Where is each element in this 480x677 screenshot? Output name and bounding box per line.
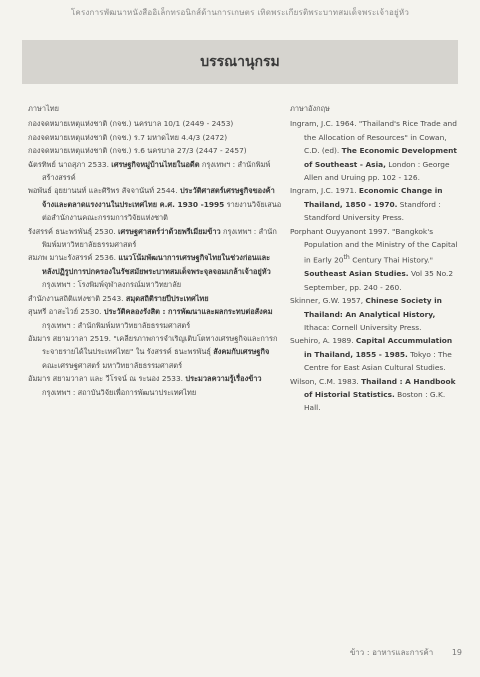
reference-text: สำนักงานสถิติแห่งชาติ 2543. (28, 293, 126, 303)
reference-text: พอพันธ์ อุยยานนท์ และศิริพร สัจจานันท์ 2544. (28, 186, 180, 196)
reference-publisher: London : George Allen and Uruing pp. 102 - 126. (304, 159, 450, 183)
reference-title: ประวัติศาสตร์เศรษฐกิจของค้าจ้างและตลาดแรงงานในประเทศไทย ค.ศ. 1930 -1995 (42, 186, 275, 209)
reference-text: Wilson, C.M. 1983. (290, 376, 362, 386)
reference-text: กองจดหมายเหตุแห่งชาติ (กจช.) ร.7 มหาดไทย 4.4/3 (2472) (28, 132, 228, 142)
reference-publisher: กรุงเทพฯ : สำนักพิมพ์มหาวิทยาลัยธรรมศาสตร์ (42, 320, 191, 330)
reference-text: กองจดหมายเหตุแห่งชาติ (กจช.) ร.6 นครบาล 27/3 (2447 - 2457) (28, 146, 247, 156)
reference-entry (290, 225, 460, 295)
english-reference-list (290, 117, 460, 414)
reference-entry (28, 117, 283, 130)
reference-title: เศรษฐกิจหมู่บ้านไทยในอดีต (111, 159, 200, 169)
running-header: โครงการพัฒนาหนังสืออิเล็กทรอนิกส์ด้านการเกษตร เทิดพระเกียรติพระบาทสมเด็จพระเจ้าอยู่หัว (70, 8, 410, 17)
reference-entry (28, 305, 283, 332)
reference-text: สมภพ มานะรังสรรค์ 2536. (28, 253, 119, 263)
reference-entry (28, 251, 283, 291)
reference-entry (28, 184, 283, 224)
page-title-box (22, 40, 458, 84)
reference-publisher: กรุงเทพฯ : สถาบันวิจัยเพื่อการพัฒนาประเทศไทย (42, 387, 197, 397)
reference-entry (28, 225, 283, 252)
reference-text: Suehiro, A. 1989. (290, 336, 356, 346)
reference-entry (28, 332, 283, 372)
reference-publisher: กรุงเทพฯ : สำนักพิมพ์สร้างสรรค์ (42, 159, 271, 183)
reference-text: สุนทรี อาสะไวย์ 2530. (28, 307, 104, 317)
reference-title: สังคมกับเศรษฐกิจ (213, 347, 270, 357)
reference-entry (28, 292, 283, 305)
reference-publisher: Tokyo : The Centre for East Asian Cultural Studies. (304, 349, 452, 373)
page-footer (0, 646, 462, 659)
reference-title: เศรษฐศาสตร์ว่าด้วยพรีเมียมข้าว (118, 226, 221, 236)
reference-title: ประวัติคลองรังสิต : การพัฒนาและผลกระทบต่อสังคม (103, 307, 273, 317)
reference-superscript: th (343, 254, 350, 262)
reference-text: รังสรรค์ ธนะพรพันธุ์ 2530. (28, 226, 118, 236)
reference-title: Thailand : A Handbook of Historial Statistics. (304, 376, 456, 399)
english-section-heading: ภาษาอังกฤษ (290, 104, 330, 113)
reference-title: Chinese Society in Thailand: An Analytical History, (304, 296, 442, 319)
reference-publisher: กรุงเทพฯ : สำนักพิมพ์มหาวิทยาลัยธรรมศาสตร์ (42, 226, 277, 250)
reference-title: สมุดสถิติรายปีประเทศไทย (125, 293, 209, 303)
reference-text: กองจดหมายเหตุแห่งชาติ (กจช.) นครบาล 10/1 (2449 - 2453) (28, 119, 234, 129)
reference-entry (28, 131, 283, 144)
reference-text: อัมมาร สยามวาลา และ วีโรจน์ ณ ระนอง 2533. (28, 374, 186, 384)
reference-publisher: รายงานวิจัยเสนอต่อสำนักงานคณะกรรมการวิจัยแห่งชาติ (42, 199, 282, 223)
reference-publisher: Boston : G.K. Hall. (304, 390, 446, 413)
reference-publisher: Ithaca: Cornell University Press. (304, 322, 422, 332)
reference-text: Ingram, J.C. 1971. (290, 186, 359, 196)
reference-publisher: กรุงเทพฯ : โรงพิมพ์จุฬาลงกรณ์มหาวิทยาลัย (42, 280, 182, 290)
english-references-column (290, 102, 460, 415)
reference-entry (290, 294, 460, 334)
reference-title: Capital Accummulation in Thailand, 1855 - 1985. (304, 336, 453, 359)
reference-publisher: คณะเศรษฐศาสตร์ มหาวิทยาลัยธรรมศาสตร์ (42, 360, 183, 370)
reference-title: ประมวลความรู้เรื่องข้าว (185, 374, 262, 384)
reference-entry (28, 372, 283, 399)
reference-publisher: Standford : Standford University Press. (304, 199, 441, 223)
footer-title: ข้าว : อาหารและการค้า (349, 648, 434, 657)
reference-entry (290, 117, 460, 184)
reference-text: อัมมาร สยามวาลา 2519. "เคลียรภาพการจำเริญเติบโตทางเศรษฐกิจและการกระจายรายได้ในประเทศไทย" ใน รังสรรค์ ธนะพรพันธุ์ (28, 333, 278, 357)
page-number: 19 (451, 648, 462, 657)
reference-entry (28, 144, 283, 157)
reference-title: แนวโน้มพัฒนาการเศรษฐกิจไทยในช่วงก่อนและหลังปฏิรูปการปกครองในรัชสมัยพระบาทสมเด็จพระจุลจอมเกล้าเจ้าอยู่หัว (42, 253, 271, 276)
reference-entry (290, 375, 460, 415)
reference-title: The Economic Development of Southeast - Asia, (304, 146, 457, 169)
reference-text: Century Thai History." (349, 255, 434, 265)
reference-entry (290, 334, 460, 374)
reference-text: Skinner, G.W. 1957, (290, 296, 366, 306)
page-title: บรรณานุกรม (200, 54, 280, 70)
reference-publisher: Vol 35 No.2 September, pp. 240 - 260. (304, 269, 454, 292)
reference-entry (28, 158, 283, 185)
reference-title: Southeast Asian Studies. (304, 269, 409, 279)
thai-reference-list (28, 117, 283, 399)
reference-text: ฉัตรทิพย์ นาถสุภา 2533. (28, 159, 112, 169)
reference-entry (290, 184, 460, 224)
reference-title: Economic Change in Thailand, 1850 - 1970. (304, 186, 443, 209)
reference-text: Porphant Ouyyanont 1997. "Bangkok's Population and the Ministry of the Capital in Early 20 (290, 226, 458, 265)
thai-section-heading: ภาษาไทย (28, 104, 59, 113)
thai-references-column (28, 102, 283, 399)
reference-text: Ingram, J.C. 1964. "Thailand's Rice Trade and the Allocation of Resources" in Cowan, C.D. (ed). (290, 119, 457, 156)
